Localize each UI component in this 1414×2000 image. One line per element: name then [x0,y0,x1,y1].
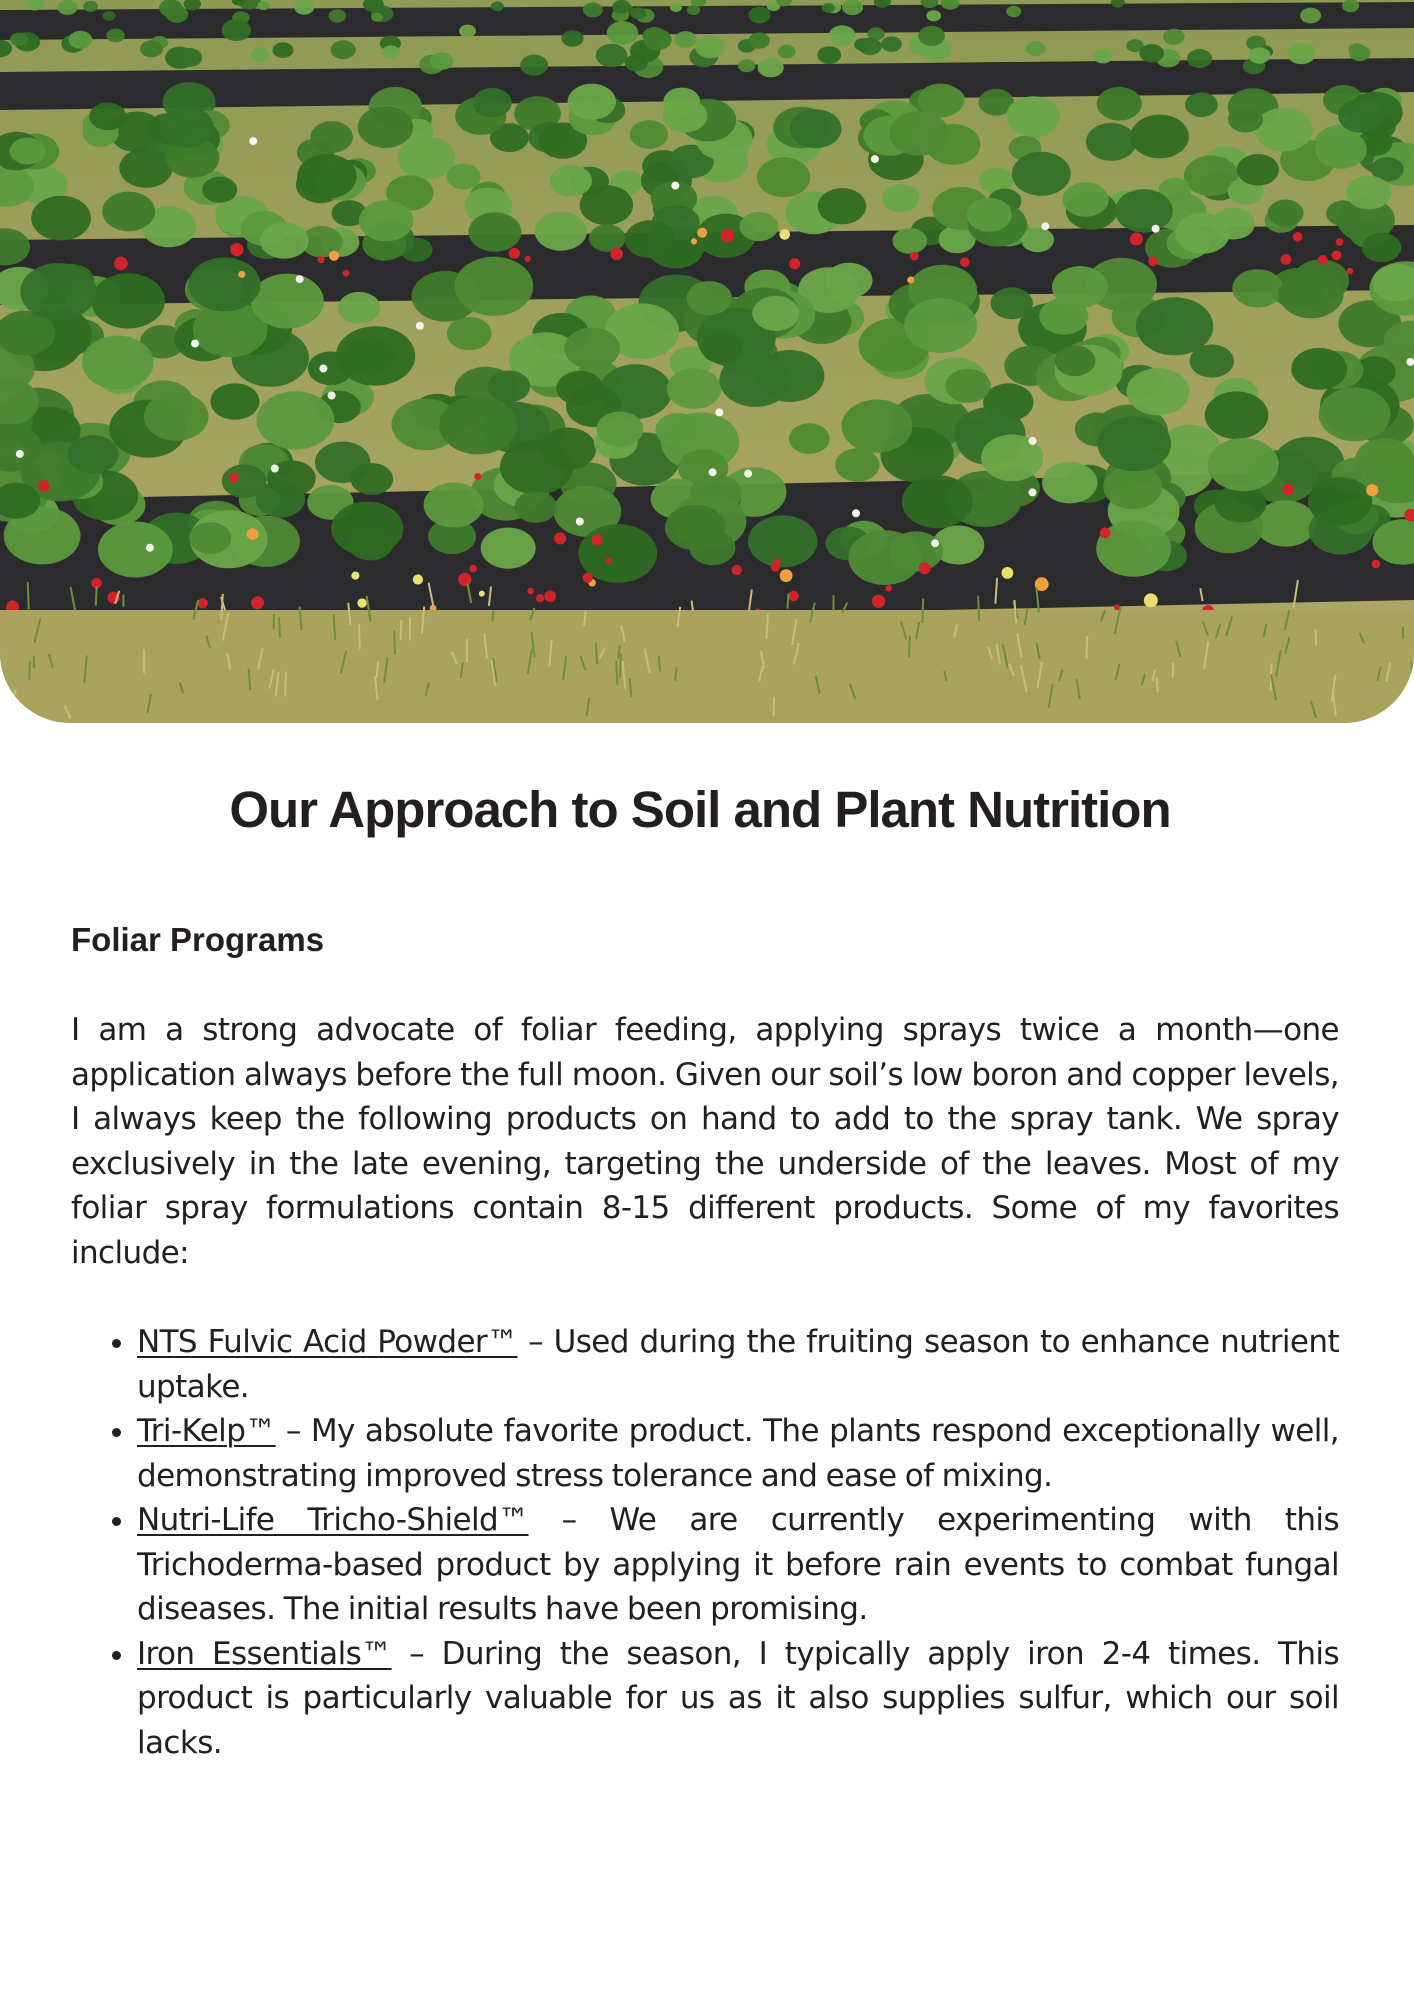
flower [931,539,939,547]
leaf-cluster [881,36,902,52]
leaf-cluster [439,396,517,454]
leaf-cluster [1131,115,1189,159]
grass-blade [692,601,693,612]
leaf-cluster [829,25,856,45]
strawberry [238,271,245,278]
strawberry [1144,593,1158,607]
leaf-cluster [738,59,755,72]
leaf-cluster [500,440,573,495]
strawberry [1282,484,1294,496]
leaf-cluster [1362,233,1401,263]
leaf-cluster [202,177,237,203]
leaf-cluster [68,31,92,49]
strawberry [885,585,892,592]
leaf-cluster [98,522,173,578]
leaf-cluster [1205,391,1269,439]
strawberry [1372,560,1381,569]
grass-blade [29,661,30,679]
leaf-cluster [459,25,476,38]
leaf-cluster [687,281,732,315]
leaf-cluster [748,7,770,24]
grass-blade [96,586,97,605]
leaf-cluster [491,1,504,11]
flower [709,468,717,476]
leaf-cluster [1026,41,1046,56]
flower [146,544,154,552]
strawberry [1130,233,1143,246]
flower [16,450,24,458]
leaf-cluster [297,154,357,199]
leaf-cluster [904,298,977,353]
leaf-cluster [1103,465,1162,509]
leaf-cluster [1315,130,1367,169]
grass-blade [766,614,767,639]
strawberry [780,569,793,582]
product-list [71,1320,1339,1765]
grass-blade [1157,677,1158,692]
leaf-cluster [222,19,251,41]
leaf-cluster [822,3,835,13]
leaf-cluster [1175,213,1230,254]
leaf-cluster [1021,227,1054,252]
leaf-cluster [382,45,400,59]
leaf-cluster [10,33,28,46]
leaf-cluster [643,29,672,50]
leaf-cluster [790,109,842,148]
leaf-cluster [889,111,949,156]
grass-blade [279,617,280,637]
flower [671,182,679,190]
grass-blade [978,596,979,622]
leaf-cluster [674,31,696,48]
leaf-cluster [488,371,530,403]
strawberry [721,229,735,243]
leaf-cluster [882,184,919,212]
strawberry [1148,257,1158,267]
leaf-cluster [331,40,356,59]
leaf-cluster [967,198,1012,232]
leaf-cluster [818,188,866,224]
leaf-cluster [1139,44,1164,62]
leaf-cluster [607,21,639,45]
page-title: Our Approach to Soil and Plant Nutrition [229,781,1171,838]
grass-blade [922,599,923,623]
strawberry [910,252,919,261]
leaf-cluster [1163,29,1185,45]
leaf-cluster [893,228,928,254]
strawberry [1100,527,1111,538]
strawberry [789,591,799,601]
product-link-tri-kelp[interactable]: Tri-Kelp™ [137,1413,276,1449]
leaf-cluster [210,383,259,420]
leaf-cluster [817,46,841,64]
leaf-cluster [260,222,309,258]
leaf-cluster [336,326,415,385]
leaf-cluster [1055,346,1096,377]
leaf-cluster [68,435,119,473]
leaf-cluster [842,0,863,15]
leaf-cluster [1338,99,1384,133]
strawberry [413,574,423,584]
strawberry [732,565,742,575]
leaf-cluster [752,296,799,331]
grass-blade [28,582,29,609]
strawberry [536,594,544,602]
leaf-cluster [778,45,796,58]
flower [416,322,424,330]
leaf-cluster [331,502,403,556]
flower [871,155,879,163]
leaf-cluster [160,107,214,148]
strawberry [1332,251,1342,261]
strawberry-field-image [0,0,1414,723]
leaf-cluster [625,220,675,258]
grass-blade [285,671,286,696]
leaf-cluster [359,200,414,241]
strawberry [230,243,243,256]
flower [715,408,723,416]
leaf-cluster [739,212,778,241]
leaf-cluster [338,292,380,324]
strawberry [1318,255,1328,265]
strawberry [527,588,534,595]
leaf-cluster [1086,123,1137,161]
leaf-cluster [842,400,913,453]
list-item [137,1409,1339,1498]
leaf-cluster [789,423,830,454]
flower [319,365,327,373]
leaf-cluster [222,464,267,498]
leaf-cluster [1063,182,1109,216]
strawberry [691,238,697,244]
strawberry [789,258,800,269]
product-description: – My absolute favorite product. The plants respond exceptionally well, demonstrating improved stress tolerance and ease of mixing. [137,1413,1339,1494]
leaf-cluster [177,48,202,67]
leaf-cluster [630,120,668,149]
flower [271,465,279,473]
leaf-cluster [430,52,453,70]
flower [1152,225,1160,233]
leaf-cluster [371,13,383,22]
leaf-cluster [1006,6,1021,17]
leaf-cluster [858,38,881,56]
leaf-cluster [294,0,314,15]
strawberry [474,473,481,480]
leaf-cluster [589,224,626,252]
leaf-cluster [695,36,725,59]
grass-blade [492,611,493,622]
flower [576,518,584,526]
leaf-cluster [1006,96,1060,136]
leaf-cluster [257,1,269,10]
grass-blade [616,660,617,685]
leaf-cluster [748,515,817,567]
leaf-cluster [1093,49,1112,63]
leaf-cluster [557,371,604,406]
leaf-cluster [596,44,627,68]
strawberry [872,595,885,608]
leaf-cluster [918,26,945,46]
leaf-cluster [667,368,722,409]
leaf-cluster [665,505,726,550]
leaf-cluster [1232,269,1283,307]
leaf-cluster [468,212,521,252]
strawberry [554,532,566,544]
leaf-cluster [515,491,557,523]
leaf-cluster [1098,416,1172,471]
leaf-cluster [520,55,548,76]
leaf-cluster [424,483,484,528]
flower [191,340,199,348]
leaf-cluster [1319,388,1391,442]
leaf-cluster [655,413,700,447]
strawberry [479,591,485,597]
grass-blade [401,620,402,640]
leaf-cluster [1308,477,1372,525]
leaf-cluster [1268,200,1304,227]
intro-paragraph: I am a strong advocate of foliar feeding, applying sprays twice a month—one application always before the full moon. Given our soil’s low boron and copper levels, I always keep the following products on hand to add to the spray tank. We spray exclusively in the late evening, targeting the underside of the leaves. Most of my foliar spray formulations contain 8-15 different products. Some of my favorites include: [71,1012,1339,1271]
strawberry [1336,238,1344,246]
strawberry [317,256,324,263]
strawberry [611,248,623,260]
front-grass-base [0,610,1414,723]
leaf-cluster [189,522,231,554]
leaf-cluster [550,165,592,197]
flower [296,275,304,283]
leaf-cluster [1291,348,1347,390]
strawberry [469,565,477,573]
leaf-cluster [102,192,155,232]
strawberry [592,534,603,545]
flower [1029,437,1037,445]
leaf-cluster [597,412,644,447]
list-item [137,1320,1339,1409]
strawberry [1002,567,1014,579]
leaf-cluster [329,9,347,22]
leaf-cluster [612,0,630,14]
grass-blade [1087,636,1088,658]
leaf-cluster [564,328,620,370]
product-description: – We are currently experimenting with this Trichoderma-based product by applying it before rain events to combat fungal diseases. The initial results have been promising. [137,1502,1339,1627]
strawberry [606,557,612,563]
leaf-cluster [82,336,154,390]
product-description: – During the season, I typically apply iron 2-4 times. This product is particularly valuable for us as it also supplies sulfur, which our soil lacks. [137,1635,1339,1761]
leaf-cluster [889,531,943,571]
leaf-cluster [991,287,1033,319]
leaf-cluster [670,3,682,12]
strawberry [1347,268,1354,275]
hero-photo [0,0,1414,723]
leaf-cluster [189,258,261,312]
strawberry [251,596,264,609]
leaf-cluster [250,48,270,63]
strawberry [697,228,707,238]
leaf-cluster [473,88,512,117]
leaf-cluster [10,138,46,165]
leaf-cluster [1279,270,1344,319]
strawberry [774,558,780,564]
leaf-cluster [481,528,536,569]
grass-blade [659,656,660,672]
strawberry [343,270,350,277]
strawberry [229,473,239,483]
leaf-cluster [1346,176,1391,210]
leaf-cluster [447,317,492,350]
grass-blade [909,636,910,658]
leaf-cluster [103,11,116,21]
leaf-cluster [835,448,879,481]
strawberry [525,256,531,262]
leaf-cluster [1237,154,1279,186]
strawberry [458,573,471,586]
leaf-cluster [57,0,77,15]
strawberry [960,257,970,267]
leaf-cluster [351,463,394,495]
strawberry [1293,232,1303,242]
flower [852,509,860,517]
grass-blade [620,654,621,678]
leaf-cluster [257,391,335,449]
leaf-cluster [625,54,648,71]
leaf-cluster [630,7,646,19]
leaf-cluster [1300,8,1321,24]
flower [249,137,257,145]
flower [744,470,752,478]
strawberry [329,251,339,261]
leaf-cluster [1249,47,1271,63]
grass-blade [10,694,13,706]
leaf-cluster [20,263,96,320]
grass-blade [788,594,789,609]
leaf-cluster [91,273,165,328]
grass-blade [1315,630,1316,646]
leaf-cluster [758,58,784,78]
leaf-cluster [1208,438,1279,491]
strawberry [1366,484,1378,496]
strawberry [779,229,790,240]
leaf-cluster [561,30,583,47]
leaf-cluster [1185,92,1218,117]
leaf-cluster [568,84,616,120]
leaf-cluster [1349,45,1370,61]
leaf-cluster [918,84,963,118]
strawberry [1281,254,1292,265]
leaf-cluster [358,106,414,148]
leaf-cluster [166,6,189,23]
leaf-cluster [1115,189,1173,232]
product-link-fulvic[interactable]: NTS Fulvic Acid Powder™ [137,1324,518,1360]
leaf-cluster [447,164,481,190]
leaf-cluster [926,10,941,21]
grass-blade [1173,663,1174,678]
grass-blade [394,631,395,655]
leaf-cluster [83,1,98,12]
leaf-cluster [825,263,872,298]
list-item [137,1632,1339,1766]
product-description: – Used during the fruiting season to enhance nutrient uptake. [137,1324,1339,1405]
leaf-cluster [273,42,294,58]
flower [1041,222,1049,230]
flower [1029,488,1037,496]
grass-blade [359,625,360,650]
strawberry [247,528,259,540]
strawberry [114,257,128,271]
strawberry [357,598,366,607]
leaf-cluster [1039,298,1088,335]
leaf-cluster [1190,345,1234,378]
list-item [137,1498,1339,1632]
strawberry [907,276,914,283]
leaf-cluster [398,136,455,179]
leaf-cluster [144,392,209,441]
product-link-iron-essentials[interactable]: Iron Essentials™ [137,1635,392,1672]
leaf-cluster [31,196,91,241]
leaf-cluster [1228,106,1263,132]
leaf-cluster [1187,49,1212,68]
strawberry [544,590,556,602]
leaf-cluster [1012,152,1071,196]
leaf-cluster [662,99,707,133]
product-link-tricho-shield[interactable]: Nutri-Life Tricho-Shield™ [137,1502,529,1538]
leaf-cluster [701,332,743,363]
leaf-cluster [748,33,770,49]
leaf-cluster [757,157,810,197]
section-heading: Foliar Programs [71,921,325,958]
leaf-cluster [1255,108,1313,152]
leaf-cluster [583,2,603,17]
strawberry [919,562,931,574]
leaf-cluster [945,369,990,403]
leaf-cluster [140,40,163,57]
flower [328,392,336,400]
leaf-cluster [106,29,124,43]
leaf-cluster [251,274,324,329]
leaf-cluster [1042,462,1097,504]
leaf-cluster [455,257,534,316]
strawberry [509,248,520,259]
leaf-cluster [1097,87,1142,121]
strawberry [583,573,593,583]
strawberry [38,480,50,492]
leaf-cluster [1127,368,1190,415]
leaf-cluster [1287,43,1316,64]
leaf-cluster [535,212,587,251]
leaf-cluster [902,475,973,528]
strawberry [351,572,359,580]
leaf-cluster [89,103,126,131]
strawberry [198,598,208,608]
